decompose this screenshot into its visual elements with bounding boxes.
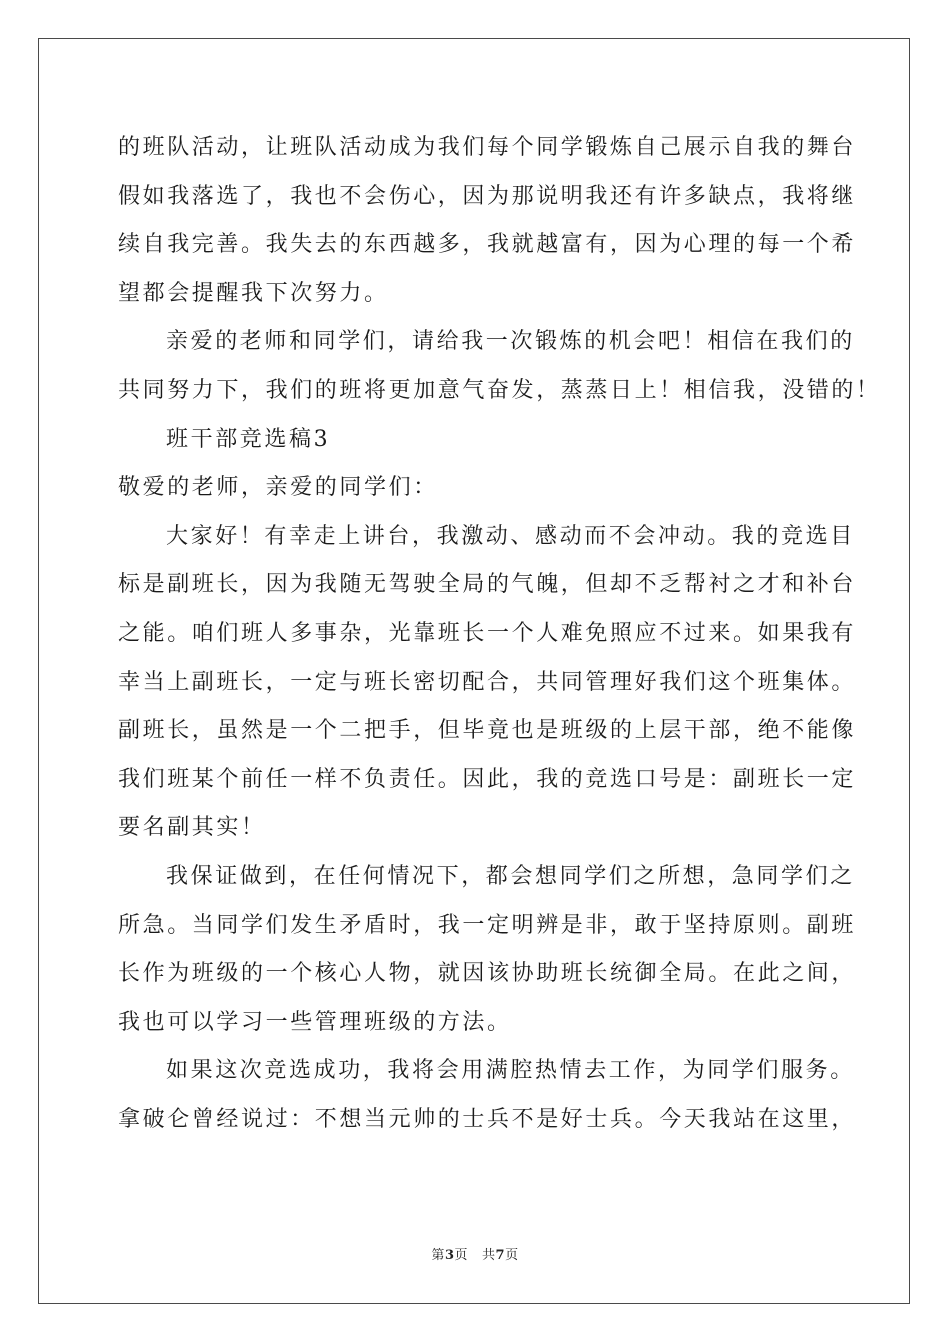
footer-page-suffix: 页 <box>454 1248 468 1263</box>
text-line: 大家好！有幸走上讲台，我激动、感动而不会冲动。我的竞选目 <box>166 523 855 549</box>
text-line: 共同努力下，我们的班将更加意气奋发，蒸蒸日上！相信我，没错的！ <box>118 377 881 403</box>
text-line: 要名副其实！ <box>118 815 266 841</box>
text-line: 望都会提醒我下次努力。 <box>118 280 389 306</box>
text-line: 班干部竞选稿3 <box>166 426 331 452</box>
text-line: 续自我完善。我失去的东西越多，我就越富有，因为心理的每一个希 <box>118 232 857 258</box>
text-line: 标是副班长，因为我随无驾驶全局的气魄，但却不乏帮衬之才和补台 <box>118 572 857 598</box>
text-line: 幸当上副班长，一定与班长密切配合，共同管理好我们这个班集体。 <box>118 669 857 695</box>
footer-total-prefix: 共 <box>482 1248 496 1263</box>
text-line: 之能。咱们班人多事杂，光靠班长一个人难免照应不过来。如果我有 <box>118 620 857 646</box>
text-line: 我也可以学习一些管理班级的方法。 <box>118 1009 512 1035</box>
text-line: 如果这次竞选成功，我将会用满腔热情去工作，为同学们服务。 <box>166 1058 855 1084</box>
text-line: 拿破仑曾经说过：不想当元帅的士兵不是好士兵。今天我站在这里， <box>118 1106 857 1132</box>
text-line: 的班队活动，让班队活动成为我们每个同学锻炼自己展示自我的舞台 <box>118 135 857 160</box>
footer-page-total: 7 <box>495 1248 506 1263</box>
text-line: 我保证做到，在任何情况下，都会想同学们之所想，急同学们之 <box>166 863 855 889</box>
page-footer <box>0 1244 950 1263</box>
text-line: 假如我落选了，我也不会伤心，因为那说明我还有许多缺点，我将继 <box>118 183 857 209</box>
text-line: 长作为班级的一个核心人物，就因该协助班长统御全局。在此之间， <box>118 961 857 987</box>
text-line: 亲爱的老师和同学们，请给我一次锻炼的机会吧！相信在我们的 <box>166 329 855 355</box>
text-line: 敬爱的老师，亲爱的同学们： <box>118 475 438 501</box>
footer-page-current: 3 <box>444 1248 455 1263</box>
text-line: 副班长，虽然是一个二把手，但毕竟也是班级的上层干部，绝不能像 <box>118 718 857 744</box>
document-body <box>118 124 881 1144</box>
footer-total-suffix: 页 <box>505 1248 519 1263</box>
footer-page-prefix: 第 <box>431 1248 445 1263</box>
text-line: 我们班某个前任一样不负责任。因此，我的竞选口号是：副班长一定 <box>118 766 857 792</box>
text-line: 所急。当同学们发生矛盾时，我一定明辨是非，敢于坚持原则。副班 <box>118 912 857 938</box>
